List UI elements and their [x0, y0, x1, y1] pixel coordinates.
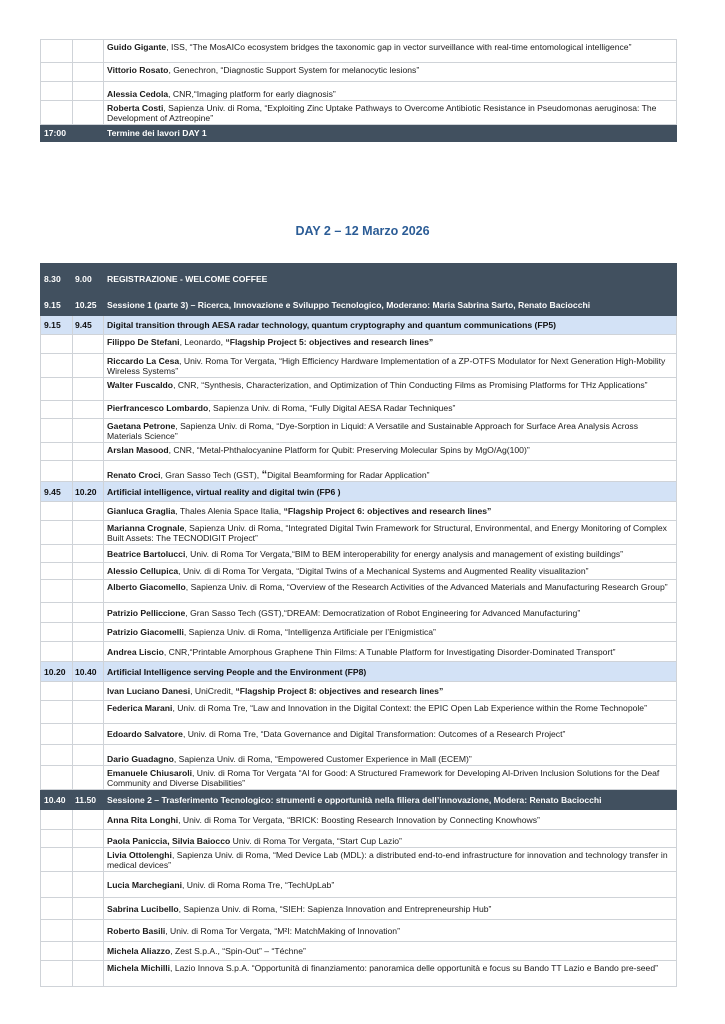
speaker-name: Renato Croci	[107, 469, 161, 480]
table-row	[41, 724, 677, 745]
talk-title-bold: “Flagship Project 6: objectives and research lines”	[283, 506, 492, 516]
talk-title-bold: “Flagship Project 5: objectives and research lines”	[225, 336, 434, 347]
track-title: Artificial intelligence, virtual reality and digital twin (FP6 )	[104, 482, 677, 502]
speaker-name: Federica Marani	[107, 702, 173, 713]
day1-end-row	[41, 125, 677, 142]
talk-text: , Sapienza Univ. di Roma, “SIEH: Sapienza Innovation and Entrepreneurship Hub”	[178, 903, 492, 914]
table-row	[41, 766, 677, 790]
speaker-name: Roberto Basili	[107, 925, 166, 936]
talk-text: , Genechron, “Diagnostic Support System for melanocytic lesions”	[168, 64, 420, 75]
table-row	[41, 961, 677, 987]
session-header-row	[41, 295, 677, 316]
track-header-row	[41, 662, 677, 682]
registration-row	[41, 264, 677, 295]
table-row	[41, 920, 677, 942]
talk-text: , Univ. di Roma Tor Vergata “AI for Good: A Structured Framework for Developing AI-Driven Inclusion Solutions for the Deaf Community and Diverse Disabilities”	[107, 767, 660, 788]
track-header-row	[41, 316, 677, 335]
talk-text: , Sapienza Univ. di Roma, “Fully Digital AESA Radar Techniques”	[208, 402, 456, 413]
track-header-row	[41, 482, 677, 502]
talk-text: , Univ. Roma Tor Vergata, “High Efficiency Hardware Implementation of a ZP-OTFS Modulator for Next Generation High-Mobility Wireless Systems”	[107, 355, 666, 376]
quote-mark: “	[261, 468, 268, 481]
talk-text: , CNR, “Metal-Phthalocyanine Platform for Qubit: Preserving Molecular Spins by MgO/Ag(100)”	[168, 444, 530, 455]
table-row	[41, 502, 677, 521]
table-row	[41, 521, 677, 545]
talk-text: , Thales Alenia Space Italia,	[175, 506, 284, 516]
talk-text: Digital Beamforming for Radar Application”	[267, 469, 430, 480]
talk-text: , Univ. di di Roma Tor Vergata, “Digital Twins of a Mechanical Systems and Augmented Reality visualitazion”	[178, 566, 589, 576]
speaker-name: Patrizio Giacomelli	[107, 627, 184, 637]
speaker-name: Marianna Crognale	[107, 522, 185, 533]
table-row	[41, 40, 677, 63]
talk-text: Univ. di Roma Tor Vergata, “Start Cup Lazio”	[230, 835, 402, 846]
table-row	[41, 942, 677, 961]
table-row	[41, 101, 677, 125]
session-header-row	[41, 790, 677, 810]
talk-text: , Sapienza Univ. di Roma, “Integrated Digital Twin Framework for Structural, Environmental, and Energy Monitoring of Complex Built Assets: The TECNODIGIT Project”	[107, 522, 667, 543]
talk-text: , Zest S.p.A., “Spin-Out” – “Téchne”	[170, 946, 306, 956]
speaker-name: Arslan Masood	[107, 444, 169, 455]
speaker-name: Patrizio Pelliccione	[107, 607, 186, 618]
talk-text: , UniCredit,	[190, 686, 236, 696]
talk-text: , Sapienza Univ. di Roma, “Exploiting Zinc Uptake Pathways to Overcome Antibiotic Resistance in Pseudomonas aeruginosa: The Development of Aztreopine”	[107, 102, 657, 123]
table-row	[41, 419, 677, 443]
table-row	[41, 898, 677, 920]
speaker-name: Walter Fuscaldo	[107, 379, 174, 390]
table-row	[41, 810, 677, 830]
talk-title-bold: “Flagship Project 8: objectives and research lines”	[235, 686, 444, 696]
talk-text: , ISS, “The MosAICo ecosystem bridges the taxonomic gap in vector surveillance with real-time entomological intelligence”	[166, 41, 632, 52]
time-end: 9.45	[73, 316, 104, 335]
time-end: 10.40	[73, 662, 104, 682]
table-row	[41, 682, 677, 701]
talk-text: , Gran Sasso Tech (GST),“DREAM: Democratization of Robot Engineering for Advanced Manufacturing”	[185, 607, 581, 618]
talk-text: , Univ. di Roma Tor Vergata,“BIM to BEM interoperability for energy analysis and management of existing buildings”	[185, 548, 624, 559]
speaker-name: Pierfrancesco Lombardo	[107, 402, 209, 413]
talk-text: , CNR, “Synthesis, Characterization, and Optimization of Thin Conducting Films as Promising Platforms for THz Applications”	[173, 379, 648, 390]
speaker-name: Riccardo La Cesa	[107, 355, 180, 366]
speaker-cell	[104, 101, 677, 125]
track-title: Artificial Intelligence serving People and the Environment (FP8)	[104, 662, 677, 682]
speaker-name: Gianluca Graglia	[107, 506, 176, 516]
time-start: 10.20	[41, 662, 73, 682]
track-title: Digital transition through AESA radar technology, quantum cryptography and quantum communications (FP5)	[104, 316, 677, 335]
speaker-name: Alessia Cedola	[107, 88, 169, 99]
talk-text: , Univ. di Roma Roma Tre, “TechUpLab”	[181, 879, 335, 890]
table-row	[41, 443, 677, 461]
speaker-name: Sabrina Lucibello	[107, 903, 179, 914]
table-row	[41, 461, 677, 482]
speaker-name: Roberta Costi	[107, 102, 164, 113]
time-start: 8.30	[41, 264, 73, 295]
table-row	[41, 401, 677, 419]
time-start: 9.15	[41, 316, 73, 335]
day2-title: DAY 2 – 12 Marzo 2026	[295, 224, 430, 238]
day1-end-label: Termine dei lavori DAY 1	[104, 125, 677, 142]
speaker-name: Vittorio Rosato	[107, 64, 169, 75]
speaker-name: Ivan Luciano Danesi	[107, 686, 191, 696]
time-start: 9.45	[41, 482, 73, 502]
speaker-name: Alberto Giacomello	[107, 581, 186, 592]
talk-text: , Sapienza Univ. di Roma, “Empowered Customer Experience in Mall (ECEM)”	[173, 753, 472, 764]
session-title: Sessione 1 (parte 3) – Ricerca, Innovazione e Sviluppo Tecnologico, Moderano: Maria Sabrina Sarto, Renato Baciocchi	[104, 295, 677, 316]
registration-label: REGISTRAZIONE - WELCOME COFFEE	[104, 264, 677, 295]
table-row	[41, 580, 677, 603]
speaker-name: Lucia Marchegiani	[107, 879, 182, 890]
speaker-cell	[104, 63, 677, 82]
speaker-cell	[104, 40, 677, 63]
talk-text: , CNR,“Imaging platform for early diagnosis”	[168, 88, 336, 99]
table-row	[41, 545, 677, 563]
speaker-name: Edoardo Salvatore	[107, 729, 183, 739]
time-end: 9.00	[73, 264, 104, 295]
speaker-name: Michela Michilli	[107, 962, 171, 973]
time-start: 17:00	[41, 125, 73, 142]
speaker-name: Filippo De Stefani	[107, 336, 180, 347]
table-row	[41, 82, 677, 101]
talk-text: , Sapienza Univ. di Roma, “Overview of the Research Activities of the Advanced Materials and Manufacturing Research Group”	[185, 581, 668, 592]
table-row	[41, 63, 677, 82]
table-row	[41, 335, 677, 354]
day1-agenda-table	[40, 39, 677, 142]
table-row	[41, 642, 677, 662]
time-end: 10.25	[73, 295, 104, 316]
time-end: 10.20	[73, 482, 104, 502]
speaker-name: Emanuele Chiusaroli	[107, 767, 193, 778]
speaker-name: Alessio Cellupica	[107, 566, 179, 576]
speaker-name: Gaetana Petrone	[107, 420, 176, 431]
talk-text: , Univ. di Roma Tor Vergata, “BRICK: Boosting Research Innovation by Connecting Knowhows”	[178, 814, 540, 825]
speaker-name: Guido Gigante	[107, 41, 167, 52]
time-start: 9.15	[41, 295, 73, 316]
talk-text: , Sapienza Univ. di Roma, “Intelligenza Artificiale per l’Enigmistica”	[183, 627, 436, 637]
talk-text: , CNR,“Printable Amorphous Graphene Thin Films: A Tunable Platform for Investigating Disorder-Dominated Transport”	[163, 646, 616, 657]
table-row	[41, 745, 677, 766]
speaker-name: Paola Paniccia, Silvia Baiocco	[107, 835, 231, 846]
table-row	[41, 830, 677, 848]
speaker-name: Livia Ottolenghi	[107, 849, 172, 860]
table-row	[41, 623, 677, 642]
table-row	[41, 563, 677, 580]
speaker-cell	[104, 82, 677, 101]
speaker-name: Anna Rita Longhi	[107, 814, 179, 825]
talk-text: , Leonardo,	[179, 336, 226, 347]
table-row	[41, 701, 677, 724]
table-row	[41, 378, 677, 401]
speaker-name: Beatrice Bartolucci	[107, 548, 186, 559]
talk-text: , Sapienza Univ. di Roma, “Dye-Sorption in Liquid: A Versatile and Sustainable Approach for Surface Area Analysis Across Materials Science”	[107, 420, 639, 441]
talk-text: , Univ. di Roma Tre, “Data Governance and Digital Transformation: Outcomes of a Research Project”	[182, 729, 566, 739]
talk-text: , Lazio Innova S.p.A. “Opportunità di finanziamento: panoramica delle opportunità e focus su Bando TT Lazio e Bando pre-seed”	[170, 962, 658, 973]
session-title: Sessione 2 – Trasferimento Tecnologico: strumenti e opportunità nella filiera dell’innovazione, Modera: Renato Baciocchi	[104, 790, 677, 810]
talk-text: , Univ. di Roma Tre, “Law and Innovation in the Digital Context: the EPIC Open Lab Experience within the Rome Technopole”	[172, 702, 647, 713]
talk-text: , Sapienza Univ. di Roma, “Med Device Lab (MDL): a distributed end-to-end infrastructure for innovation and technology transfer in medical devices”	[107, 849, 668, 870]
table-row	[41, 603, 677, 623]
speaker-name: Andrea Liscio	[107, 646, 164, 657]
table-row	[41, 872, 677, 898]
table-row	[41, 354, 677, 378]
time-end: 11.50	[73, 790, 104, 810]
speaker-name: Michela Aliazzo	[107, 946, 171, 956]
day2-agenda-table	[40, 263, 677, 987]
time-start: 10.40	[41, 790, 73, 810]
talk-text: , Univ. di Roma Tor Vergata, “M²I: MatchMaking of Innovation”	[165, 925, 400, 936]
table-row	[41, 848, 677, 872]
speaker-name: Dario Guadagno	[107, 753, 174, 764]
talk-text: , Gran Sasso Tech (GST),	[160, 469, 262, 480]
